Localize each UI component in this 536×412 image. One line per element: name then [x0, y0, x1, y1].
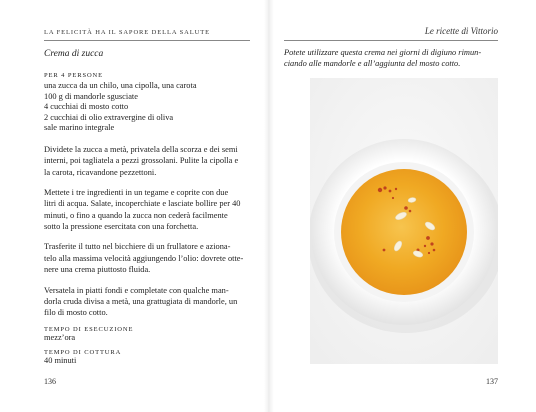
step-line: filo di mosto cotto. [44, 308, 108, 318]
ingredient-item: 100 g di mandorle sgusciate [44, 91, 138, 101]
ingredient-item: una zucca da un chilo, una cipolla, una carota [44, 81, 197, 90]
step-line: minuti, o fino a quando la zucca non cederà facilmente [44, 210, 228, 220]
soup [341, 169, 467, 295]
step-line: sotto la pressione esercitata con una forchetta. [44, 221, 199, 231]
page-number-left: 136 [44, 377, 56, 386]
step-line: Mettete i tre ingredienti in un tegame e coprite con due [44, 188, 229, 198]
step-line: telo alla massima velocità aggiungendo l’olio: dovrete otte- [44, 253, 244, 263]
caption-line: ciando alle mandorle e all’aggiunta del mosto cotto. [284, 59, 461, 69]
soup-photo [310, 78, 498, 364]
prep-time-label: TEMPO DI ESECUZIONE [44, 326, 134, 333]
step-paragraph [44, 241, 252, 275]
ingredient-item: 4 cucchiai di mosto cotto [44, 102, 129, 112]
recipe-steps [44, 144, 252, 328]
ingredient-item: 2 cucchiai di olio extravergine di oliva [44, 112, 174, 122]
cook-time [44, 349, 121, 367]
running-head-right: Le ricette di Vittorio [424, 26, 498, 36]
step-line: Versatela in piatti fondi e completate con qualche man- [44, 285, 229, 295]
header-rule-right [284, 40, 498, 41]
recipe-title: Crema di zucca [44, 49, 104, 59]
header-rule-left [44, 40, 250, 41]
caption-line: Potete utilizzare questa crema nei giorni di digiuno rimun- [284, 48, 482, 57]
left-page [0, 0, 266, 412]
prep-time-value: mezz’ora [44, 333, 76, 342]
right-page [272, 0, 536, 412]
step-paragraph [44, 187, 252, 232]
prep-time [44, 326, 133, 344]
ingredient-list [44, 81, 197, 134]
step-line: Trasferite il tutto nel bicchiere di un frullatore e aziona- [44, 242, 231, 252]
step-line: dorla cruda divisa a metà, una grattugiata di mandorle, un [44, 296, 238, 306]
step-line: nere una crema piuttosto fluida. [44, 265, 151, 275]
ingredient-item: sale marino integrale [44, 123, 115, 133]
step-line: interni, poi tagliatela a pezzi grossolani. Pulite la cipolla e [44, 156, 239, 166]
step-line: litri di acqua. Salate, incoperchiate e lasciate bollire per 40 [44, 199, 241, 209]
soup-bowl-illustration [310, 78, 498, 364]
step-paragraph [44, 144, 252, 178]
running-head-left: LA FELICITÀ HA IL SAPORE DELLA SALUTE [44, 29, 210, 36]
step-paragraph [44, 285, 252, 319]
page-number-right: 137 [486, 377, 498, 386]
photo-caption [284, 47, 498, 70]
step-line: la carota, ricavandone pezzettoni. [44, 167, 157, 177]
serves-label: PER 4 PERSONE [44, 72, 104, 79]
cook-time-value: 40 minuti [44, 356, 77, 365]
step-line: Dividete la zucca a metà, privatela della scorza e dei semi [44, 145, 238, 154]
cook-time-label: TEMPO DI COTTURA [44, 349, 122, 356]
